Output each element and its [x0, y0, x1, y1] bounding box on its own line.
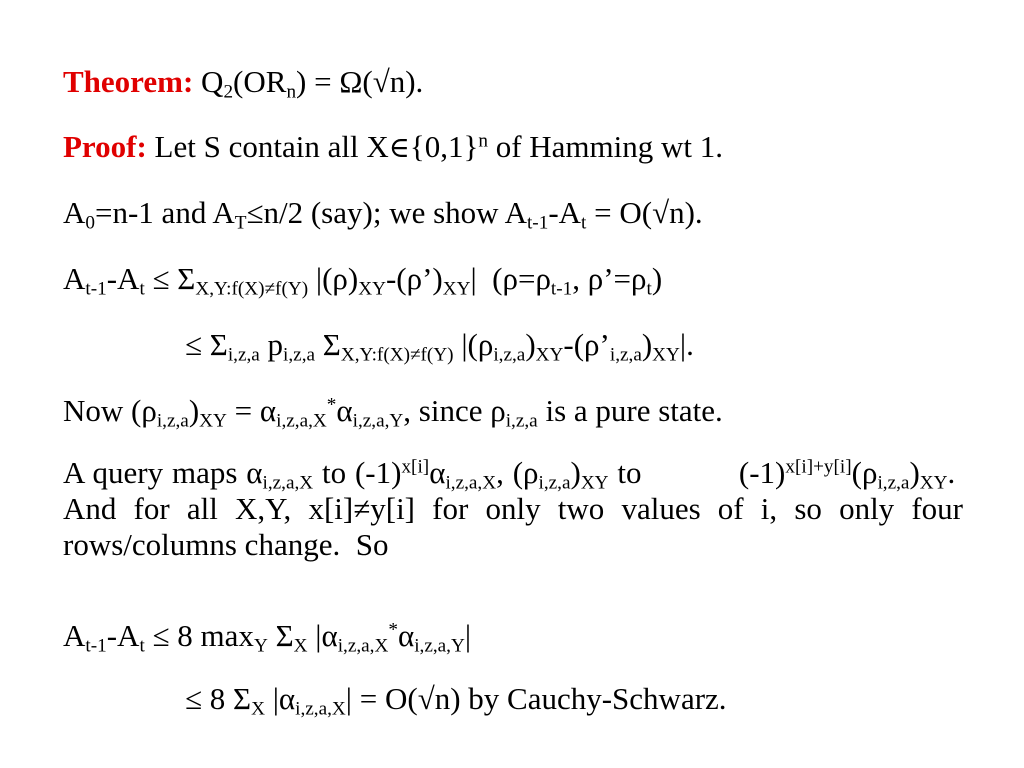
- theorem-line: [63, 64, 424, 103]
- theorem-label: Theorem:: [63, 64, 194, 99]
- proof-line: [63, 129, 723, 166]
- max-bound-line: $A_{t-1}-A_t \le 8$ $\max_Y \Sigma_X$ $|\alpha_{i,z,a,X}^*\alpha_{i,z,a,Y}|$: [63, 618, 472, 657]
- proof-statement: Let S contain all $X\in\{0,1\}^n$ of Hamming wt 1.: [154, 129, 724, 164]
- cauchy-schwarz-line: ≤ 8 $\Sigma_X$ $|\alpha_{i,z,a,X}| = O(√n)$ by Cauchy-Schwarz.: [185, 681, 727, 720]
- theorem-statement: $Q_2(OR_n) = \Omega(√n)$.: [201, 64, 424, 103]
- pure-state-line: Now $(\rho_{i,z,a})_{XY} = \alpha_{i,z,a,X}^*\alpha_{i,z,a,Y}$, since $\rho_{i,z,a}$ is a pure state.: [63, 393, 723, 432]
- bound-line-2: ≤ $\Sigma_{i,z,a}$ $p_{i,z,a}$ $\Sigma_{X,Y:f(X)\ne f(Y)}$ $|(\rho_{i,z,a})_{XY}-(\rho’_{i,z,a})_{XY}|$.: [185, 327, 694, 366]
- base-case-line: $A_0=n-1$ and $A_T\le n/2$ (say); we show $A_{t-1}-A_t = O(√n)$.: [63, 195, 703, 234]
- query-paragraph: A query maps $\alpha_{i,z,a,X}$ to $(-1)^{x[i]}\alpha_{i,z,a,X}$, $(\rho_{i,z,a})_{XY}$ to $(-1)^{x[i]+y[i]}(\rho_{i,z,a})_{XY}$. And for all X,Y, x[i]≠y[i] for only two values of i, so only four rows/columns change. So: [63, 455, 964, 562]
- proof-label: Proof:: [63, 129, 147, 164]
- bound-line-1: $A_{t-1}-A_t \le \Sigma_{X,Y:f(X)\ne f(Y)}$ $|(\rho)_{XY}-(\rho’)_{XY}|$ ($\rho=\rho_{t-1}$, $\rho’=\rho_t$): [63, 261, 663, 300]
